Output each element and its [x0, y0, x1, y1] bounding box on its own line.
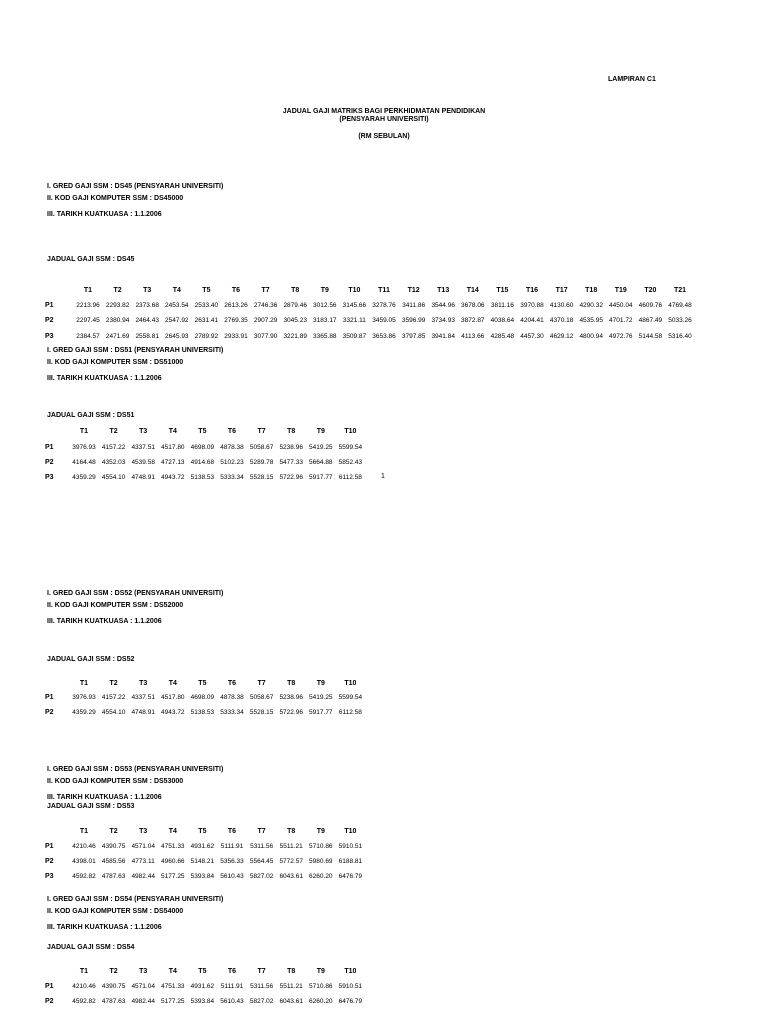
salary-cell: 3678.06: [461, 302, 485, 309]
salary-cell: 4878.38: [220, 694, 244, 701]
salary-cell: 4337.51: [131, 694, 155, 701]
salary-cell: 4701.72: [609, 317, 633, 324]
salary-cell: 2631.41: [194, 317, 219, 324]
row-label: P2: [45, 709, 54, 716]
salary-cell: 4748.91: [131, 709, 155, 716]
column-header: T9: [316, 828, 325, 835]
document-subtitle: (PENSYARAH UNIVERSITI): [339, 116, 429, 123]
column-header: T10: [344, 428, 357, 435]
salary-cell: 5511.21: [279, 983, 303, 990]
salary-cell: 4751.33: [161, 983, 185, 990]
lampiran-label: LAMPIRAN C1: [608, 76, 656, 83]
column-header: T4: [168, 680, 177, 687]
salary-cell: 3544.96: [431, 302, 455, 309]
column-header: T9: [320, 287, 329, 294]
salary-cell: 5722.96: [279, 709, 303, 716]
jadual-heading: JADUAL GAJI SSM : DS54: [47, 944, 135, 951]
salary-cell: 3459.05: [372, 317, 396, 324]
column-header: T8: [287, 968, 296, 975]
column-header: T7: [257, 828, 266, 835]
row-label: P1: [45, 983, 54, 990]
row-label: P1: [45, 843, 54, 850]
salary-cell: 5316.40: [668, 333, 692, 340]
salary-cell: 5772.57: [279, 858, 303, 865]
salary-cell: 3872.87: [461, 317, 485, 324]
salary-cell: 4698.09: [190, 444, 215, 451]
column-header: T6: [227, 968, 237, 975]
gred-heading: I. GRED GAJI SSM : DS52 (PENSYARAH UNIVERSITI): [47, 590, 224, 597]
column-header: T9: [316, 968, 325, 975]
kod-heading: II. KOD GAJI KOMPUTER SSM : DS54000: [47, 908, 184, 915]
salary-cell: 2933.91: [224, 333, 248, 340]
salary-cell: 4787.63: [101, 998, 126, 1005]
salary-cell: 5610.43: [220, 873, 244, 880]
salary-cell: 4982.44: [131, 998, 155, 1005]
gred-heading: I. GRED GAJI SSM : DS54 (PENSYARAH UNIVERSITI): [47, 896, 224, 903]
salary-cell: 4592.82: [72, 998, 96, 1005]
salary-cell: 4769.48: [668, 302, 692, 309]
salary-cell: 5144.58: [638, 333, 663, 340]
column-header: T1: [83, 287, 93, 294]
salary-cell: 4352.03: [101, 459, 126, 466]
salary-cell: 2373.68: [135, 302, 159, 309]
salary-cell: 5177.25: [161, 998, 185, 1005]
salary-cell: 6476.79: [338, 873, 363, 880]
salary-cell: 6043.61: [279, 873, 303, 880]
document-title: JADUAL GAJI MATRIKS BAGI PERKHIDMATAN PENDIDIKAN: [282, 108, 486, 115]
salary-cell: 5058.67: [249, 444, 274, 451]
salary-cell: 2907.29: [253, 317, 278, 324]
salary-cell: 3596.99: [401, 317, 426, 324]
salary-cell: 5311.56: [250, 843, 274, 850]
salary-cell: 4748.91: [131, 474, 155, 481]
column-header: T4: [168, 968, 177, 975]
salary-cell: 4164.48: [72, 459, 96, 466]
salary-cell: 3653.86: [372, 333, 396, 340]
row-label: P3: [45, 474, 54, 481]
column-header: T18: [585, 287, 598, 294]
salary-cell: 2547.92: [165, 317, 189, 324]
salary-cell: 5917.77: [309, 709, 333, 716]
salary-cell: 4629.12: [549, 333, 574, 340]
jadual-heading: JADUAL GAJI SSM : DS52: [47, 656, 135, 663]
salary-cell: 2746.36: [253, 302, 278, 309]
salary-cell: 4982.44: [131, 873, 155, 880]
salary-cell: 4609.76: [638, 302, 663, 309]
column-header: T2: [109, 828, 118, 835]
salary-cell: 6112.58: [338, 709, 362, 716]
salary-cell: 5980.69: [309, 858, 333, 865]
tarikh-heading: III. TARIKH KUATKUASA : 1.1.2006: [47, 794, 162, 801]
column-header: T7: [257, 680, 266, 687]
salary-cell: 6043.61: [279, 998, 303, 1005]
document-unit: (RM SEBULAN): [358, 133, 410, 140]
salary-cell: 2293.82: [105, 302, 130, 309]
salary-cell: 2769.35: [224, 317, 248, 324]
salary-cell: 4204.41: [520, 317, 544, 324]
salary-cell: 5477.33: [279, 459, 303, 466]
salary-cell: 5528.15: [249, 709, 274, 716]
salary-cell: 3145.66: [342, 302, 367, 309]
column-header: T9: [316, 680, 325, 687]
salary-cell: 4571.04: [131, 983, 155, 990]
column-header: T10: [344, 968, 357, 975]
jadual-heading: JADUAL GAJI SSM : DS51: [47, 412, 135, 419]
salary-cell: 2645.93: [165, 333, 189, 340]
salary-cell: 2213.96: [76, 302, 100, 309]
salary-cell: 4457.30: [520, 333, 544, 340]
tarikh-heading: III. TARIKH KUATKUASA : 1.1.2006: [47, 924, 162, 931]
column-header: T1: [79, 428, 89, 435]
tarikh-heading: III. TARIKH KUATKUASA : 1.1.2006: [47, 618, 162, 625]
salary-cell: 5058.67: [249, 694, 274, 701]
salary-cell: 5910.51: [338, 843, 363, 850]
salary-cell: 5177.25: [161, 873, 185, 880]
salary-cell: 4554.10: [101, 709, 126, 716]
salary-cell: 5111.91: [220, 843, 244, 850]
salary-cell: 3411.86: [402, 302, 426, 309]
salary-cell: 5827.02: [249, 998, 274, 1005]
salary-cell: 5138.53: [190, 474, 215, 481]
gred-heading: I. GRED GAJI SSM : DS51 (PENSYARAH UNIVERSITI): [47, 347, 224, 354]
column-header: T1: [79, 680, 89, 687]
column-header: T8: [287, 828, 296, 835]
salary-cell: 5910.51: [338, 983, 363, 990]
row-label: P2: [45, 998, 54, 1005]
salary-cell: 3734.93: [431, 317, 455, 324]
salary-cell: 6112.58: [338, 474, 362, 481]
kod-heading: II. KOD GAJI KOMPUTER SSM : DS53000: [47, 778, 184, 785]
salary-cell: 5289.78: [249, 459, 274, 466]
salary-cell: 6260.20: [309, 873, 333, 880]
salary-cell: 2380.94: [105, 317, 130, 324]
row-label: P3: [45, 873, 54, 880]
salary-cell: 4285.48: [490, 333, 515, 340]
salary-cell: 5393.84: [190, 998, 215, 1005]
salary-cell: 5599.54: [338, 694, 363, 701]
salary-cell: 4878.38: [220, 444, 244, 451]
salary-cell: 2464.43: [135, 317, 159, 324]
column-header: T7: [261, 287, 270, 294]
salary-cell: 5610.43: [220, 998, 244, 1005]
salary-cell: 4960.66: [161, 858, 185, 865]
salary-cell: 6476.79: [338, 998, 363, 1005]
salary-cell: 2453.54: [165, 302, 189, 309]
column-header: T4: [172, 287, 181, 294]
salary-cell: 4210.46: [72, 983, 96, 990]
salary-cell: 5528.15: [249, 474, 274, 481]
column-header: T2: [113, 287, 122, 294]
column-header: T10: [348, 287, 361, 294]
salary-cell: 4390.75: [101, 983, 126, 990]
column-header: T6: [227, 828, 237, 835]
salary-cell: 4390.75: [101, 843, 126, 850]
jadual-heading: JADUAL GAJI SSM : DS45: [47, 256, 135, 263]
kod-heading: II. KOD GAJI KOMPUTER SSM : DS45000: [47, 195, 184, 202]
salary-cell: 5238.96: [279, 444, 303, 451]
kod-heading: II. KOD GAJI KOMPUTER SSM : DS52000: [47, 602, 184, 609]
salary-cell: 5393.84: [190, 873, 215, 880]
salary-cell: 4290.32: [579, 302, 603, 309]
column-header: T2: [109, 968, 118, 975]
column-header: T1: [79, 968, 89, 975]
salary-cell: 5511.21: [279, 843, 303, 850]
salary-cell: 4130.60: [549, 302, 574, 309]
salary-cell: 5722.96: [279, 474, 303, 481]
column-header: T3: [139, 428, 148, 435]
tarikh-heading: III. TARIKH KUATKUASA : 1.1.2006: [47, 211, 162, 218]
column-header: T15: [496, 287, 509, 294]
tarikh-heading: III. TARIKH KUATKUASA : 1.1.2006: [47, 375, 162, 382]
salary-cell: 3811.16: [490, 302, 514, 309]
salary-cell: 3012.56: [313, 302, 337, 309]
salary-cell: 4398.01: [72, 858, 96, 865]
salary-cell: 4787.63: [101, 873, 126, 880]
row-label: P2: [45, 459, 54, 466]
column-header: T9: [316, 428, 325, 435]
salary-cell: 4914.68: [190, 459, 215, 466]
column-header: T5: [198, 680, 207, 687]
column-header: T10: [344, 828, 357, 835]
column-header: T6: [227, 680, 237, 687]
column-header: T11: [378, 287, 390, 294]
salary-cell: 4931.62: [190, 843, 215, 850]
salary-cell: 4517.80: [161, 444, 185, 451]
salary-cell: 4450.04: [609, 302, 633, 309]
salary-cell: 5148.21: [190, 858, 215, 865]
column-header: T7: [257, 968, 266, 975]
salary-cell: 4972.76: [609, 333, 633, 340]
column-header: T16: [525, 287, 539, 294]
column-header: T1: [79, 828, 89, 835]
column-header: T2: [109, 428, 118, 435]
salary-cell: 5333.34: [220, 474, 244, 481]
salary-cell: 3045.23: [283, 317, 307, 324]
column-header: T6: [227, 428, 237, 435]
salary-cell: 2384.57: [76, 333, 100, 340]
salary-cell: 4698.09: [190, 694, 215, 701]
column-header: T4: [168, 428, 177, 435]
column-header: T13: [437, 287, 450, 294]
salary-cell: 3365.88: [313, 333, 337, 340]
salary-cell: 5599.54: [338, 444, 363, 451]
gred-heading: I. GRED GAJI SSM : DS53 (PENSYARAH UNIVERSITI): [47, 766, 224, 773]
salary-cell: 5852.43: [338, 459, 363, 466]
salary-cell: 4370.18: [549, 317, 574, 324]
salary-cell: 4038.64: [490, 317, 515, 324]
salary-cell: 3797.85: [401, 333, 426, 340]
salary-cell: 4585.56: [101, 858, 126, 865]
column-header: T14: [466, 287, 479, 294]
row-label: P2: [45, 317, 54, 324]
kod-heading: II. KOD GAJI KOMPUTER SSM : DS51000: [47, 359, 184, 366]
salary-cell: 3321.11: [342, 317, 366, 324]
column-header: T8: [291, 287, 300, 294]
salary-cell: 3183.17: [313, 317, 337, 324]
salary-cell: 4867.49: [638, 317, 663, 324]
salary-cell: 3941.84: [431, 333, 455, 340]
salary-cell: 5111.91: [220, 983, 244, 990]
column-header: T4: [168, 828, 177, 835]
salary-cell: 2613.26: [224, 302, 248, 309]
salary-cell: 4592.82: [72, 873, 96, 880]
salary-cell: 2297.45: [76, 317, 100, 324]
salary-cell: 4157.22: [101, 694, 126, 701]
row-label: P1: [45, 694, 54, 701]
column-header: T17: [555, 287, 568, 294]
salary-cell: 5419.25: [309, 444, 333, 451]
column-header: T6: [231, 287, 241, 294]
salary-cell: 2533.40: [194, 302, 219, 309]
column-header: T20: [644, 287, 657, 294]
salary-cell: 5564.45: [249, 858, 274, 865]
salary-cell: 5138.53: [190, 709, 215, 716]
salary-cell: 5238.96: [279, 694, 303, 701]
salary-cell: 5419.25: [309, 694, 333, 701]
salary-cell: 6188.81: [338, 858, 363, 865]
salary-cell: 4337.51: [131, 444, 155, 451]
salary-cell: 4727.13: [161, 459, 185, 466]
salary-cell: 3278.76: [372, 302, 396, 309]
salary-cell: 3221.89: [283, 333, 307, 340]
row-label: P1: [45, 302, 54, 309]
column-header: T21: [673, 287, 687, 294]
row-label: P3: [45, 333, 54, 340]
gred-heading: I. GRED GAJI SSM : DS45 (PENSYARAH UNIVERSITI): [47, 183, 224, 190]
column-header: T10: [344, 680, 357, 687]
salary-cell: 4517.80: [161, 694, 185, 701]
salary-cell: 5356.33: [220, 858, 244, 865]
salary-cell: 4554.10: [101, 474, 126, 481]
column-header: T12: [407, 287, 420, 294]
salary-cell: 3509.87: [342, 333, 367, 340]
salary-cell: 4943.72: [161, 474, 185, 481]
column-header: T8: [287, 680, 296, 687]
salary-cell: 5827.02: [249, 873, 274, 880]
column-header: T7: [257, 428, 266, 435]
salary-cell: 5664.88: [309, 459, 333, 466]
salary-cell: 6260.20: [309, 998, 333, 1005]
salary-cell: 5333.34: [220, 709, 244, 716]
salary-cell: 5710.86: [309, 983, 333, 990]
column-header: T19: [614, 287, 627, 294]
salary-cell: 2879.46: [283, 302, 307, 309]
salary-cell: 4157.22: [101, 444, 126, 451]
salary-cell: 4359.29: [72, 709, 96, 716]
salary-cell: 4571.04: [131, 843, 155, 850]
salary-cell: 5710.86: [309, 843, 333, 850]
column-header: T3: [143, 287, 152, 294]
column-header: T3: [139, 680, 148, 687]
column-header: T3: [139, 968, 148, 975]
column-header: T8: [287, 428, 296, 435]
salary-cell: 4539.58: [131, 459, 155, 466]
salary-cell: 3976.93: [72, 694, 96, 701]
jadual-heading: JADUAL GAJI SSM : DS53: [47, 803, 135, 810]
row-label: P1: [45, 444, 54, 451]
salary-cell: 2558.81: [135, 333, 159, 340]
column-header: T5: [198, 828, 207, 835]
salary-cell: 4800.94: [579, 333, 603, 340]
column-header: T2: [109, 680, 118, 687]
page-number: 1: [381, 473, 385, 480]
salary-cell: 4931.62: [190, 983, 215, 990]
salary-cell: 5917.77: [309, 474, 333, 481]
salary-cell: 4535.95: [579, 317, 603, 324]
salary-cell: 4751.33: [161, 843, 185, 850]
salary-cell: 4359.29: [72, 474, 96, 481]
salary-cell: 3077.90: [253, 333, 278, 340]
salary-cell: 3976.93: [72, 444, 96, 451]
salary-cell: 4113.66: [461, 333, 485, 340]
salary-cell: 4773.11: [131, 858, 155, 865]
column-header: T5: [198, 968, 207, 975]
row-label: P2: [45, 858, 54, 865]
salary-cell: 3970.88: [520, 302, 544, 309]
salary-cell: 4210.46: [72, 843, 96, 850]
salary-cell: 5311.56: [250, 983, 274, 990]
salary-cell: 5033.26: [668, 317, 692, 324]
salary-cell: 2471.69: [105, 333, 130, 340]
salary-cell: 2789.92: [194, 333, 219, 340]
column-header: T3: [139, 828, 148, 835]
column-header: T5: [202, 287, 211, 294]
salary-cell: 5102.23: [220, 459, 244, 466]
column-header: T5: [198, 428, 207, 435]
salary-cell: 4943.72: [161, 709, 185, 716]
